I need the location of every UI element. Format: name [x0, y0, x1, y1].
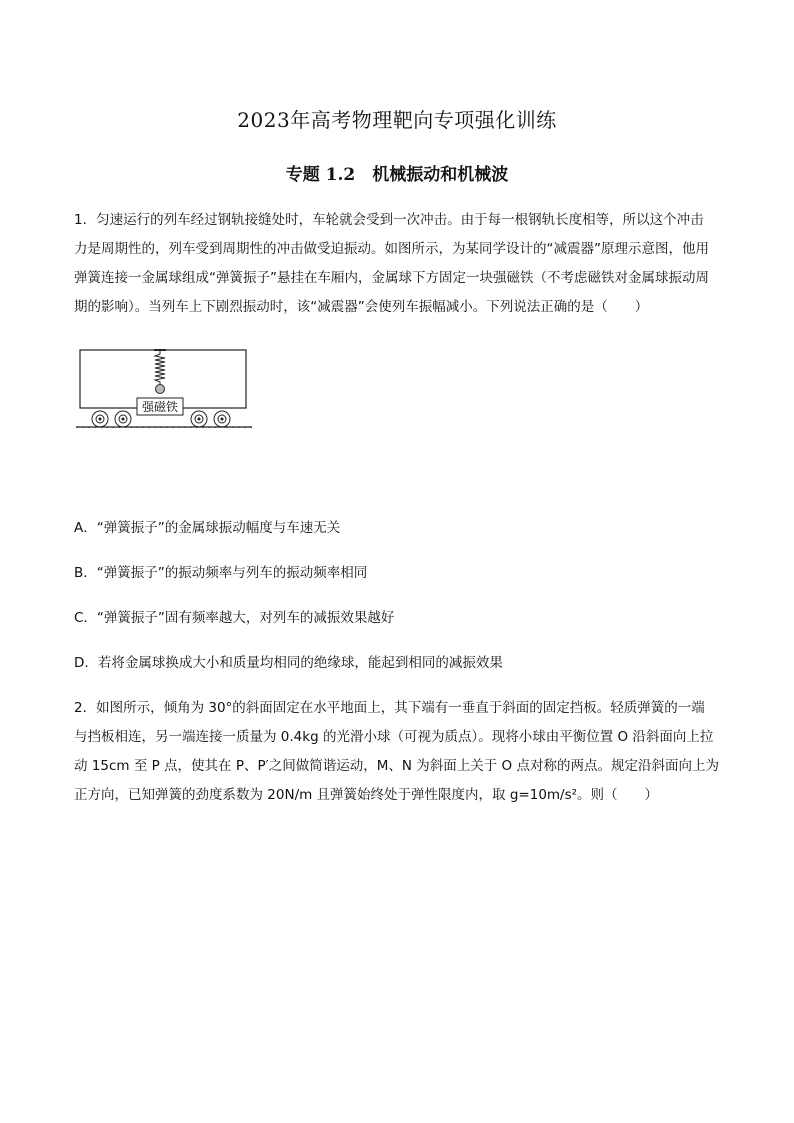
option-b: B．“弹簧振子”的振动频率与列车的振动频率相同 — [74, 565, 368, 581]
wheel-icon — [191, 411, 207, 427]
question-2-line: 正方向，已知弹簧的劲度系数为 20N/m 且弹簧始终处于弹性限度内，取 g=10m/s²。则（ ） — [74, 787, 659, 803]
question-1-stem — [74, 206, 724, 322]
option-a: A．“弹簧振子”的金属球振动幅度与车速无关 — [74, 520, 341, 536]
document-title: 2023年高考物理靶向专项强化训练 — [237, 108, 557, 132]
train-damper-figure — [74, 348, 254, 428]
magnet-label: 强磁铁 — [141, 400, 179, 414]
section-subtitle: 专题 1.2 机械振动和机械波 — [285, 165, 509, 185]
spring-icon — [155, 351, 165, 385]
option-c: C．“弹簧振子”固有频率越大，对列车的减振效果越好 — [74, 610, 395, 626]
wheel-icon — [214, 411, 230, 427]
question-1-line: 1．匀速运行的列车经过钢轨接缝处时，车轮就会受到一次冲击。由于每一根钢轨长度相等，所以这个冲击 — [74, 212, 704, 228]
question-2-line: 2．如图所示，倾角为 30°的斜面固定在水平地面上，其下端有一垂直于斜面的固定挡板。轻质弹簧的一端 — [74, 700, 705, 716]
metal-ball — [156, 385, 165, 394]
question-1-line: 期的影响）。当列车上下剧烈振动时，该“减震器”会使列车振幅减小。下列说法正确的是（ ） — [74, 299, 649, 315]
wheel-icon — [92, 411, 108, 427]
question-1-line: 力是周期性的，列车受到周期性的冲击做受迫振动。如图所示，为某同学设计的“减震器”原理示意图，他用 — [74, 241, 709, 257]
question-2-line: 动 15cm 至 P 点，使其在 P、P′之间做简谐运动，M、N 为斜面上关于 O 点对称的两点。规定沿斜面向上为 — [74, 758, 719, 774]
wheel-icon — [115, 411, 131, 427]
question-1-line: 弹簧连接一金属球组成“弹簧振子”悬挂在车厢内，金属球下方固定一块强磁铁（不考虑磁铁对金属球振动周 — [74, 270, 709, 286]
question-2-stem — [74, 694, 724, 810]
option-d: D．若将金属球换成大小和质量均相同的绝缘球，能起到相同的减振效果 — [74, 655, 503, 671]
question-2-line: 与挡板相连，另一端连接一质量为 0.4kg 的光滑小球（可视为质点）。现将小球由平衡位置 O 沿斜面向上拉 — [74, 729, 714, 745]
